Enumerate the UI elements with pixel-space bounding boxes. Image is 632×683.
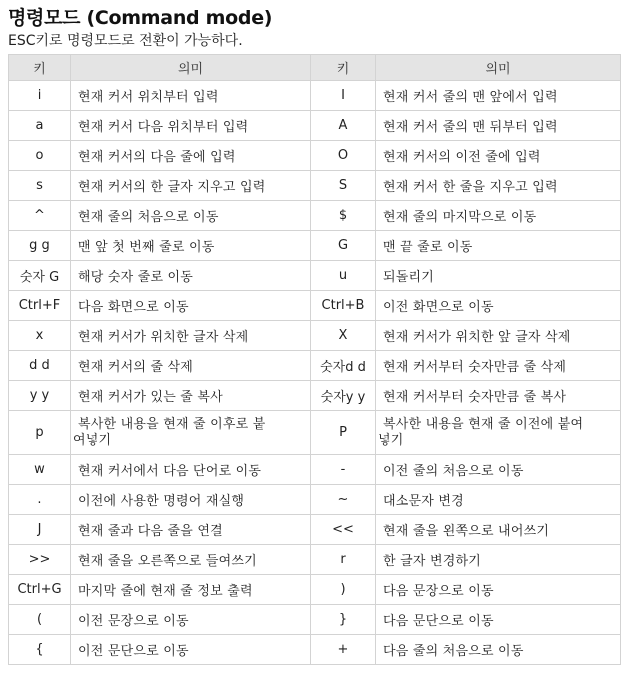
key-cell: >> — [9, 545, 71, 575]
meaning-cell: 다음 줄의 처음으로 이동 — [376, 635, 621, 665]
meaning-cell: 이전 화면으로 이동 — [376, 291, 621, 321]
table-row — [9, 351, 621, 381]
meaning-cell: 다음 문장으로 이동 — [376, 575, 621, 605]
table-row — [9, 321, 621, 351]
key-cell: u — [311, 261, 376, 291]
key-cell: } — [311, 605, 376, 635]
key-cell: Ctrl+F — [9, 291, 71, 321]
meaning-cell: 현재 줄을 오른쪽으로 들여쓰기 — [71, 545, 311, 575]
meaning-cell: 맨 앞 첫 번째 줄로 이동 — [71, 231, 311, 261]
key-cell: G — [311, 231, 376, 261]
page-title: 명령모드 (Command mode) — [8, 7, 273, 29]
key-cell: ( — [9, 605, 71, 635]
meaning-cell: 현재 커서가 위치한 글자 삭제 — [71, 321, 311, 351]
header-meaning-2: 의미 — [376, 55, 621, 81]
key-cell: J — [9, 515, 71, 545]
meaning-cell: 현재 커서 줄의 맨 앞에서 입력 — [376, 81, 621, 111]
key-cell: ) — [311, 575, 376, 605]
meaning-cell: 이전에 사용한 명령어 재실행 — [71, 485, 311, 515]
key-cell: 숫자 G — [9, 261, 71, 291]
meaning-line: 복사한 내용을 현재 줄 이후로 붙 — [78, 416, 266, 432]
meaning-cell: 한 글자 변경하기 — [376, 545, 621, 575]
meaning-cell — [71, 411, 311, 455]
meaning-cell: 현재 커서 위치부터 입력 — [71, 81, 311, 111]
meaning-cell: 현재 커서의 이전 줄에 입력 — [376, 141, 621, 171]
table-row — [9, 231, 621, 261]
meaning-cell: 현재 커서의 줄 삭제 — [71, 351, 311, 381]
table-row — [9, 545, 621, 575]
table-row — [9, 515, 621, 545]
meaning-cell: 현재 커서 줄의 맨 뒤부터 입력 — [376, 111, 621, 141]
table-row — [9, 201, 621, 231]
table-row — [9, 81, 621, 111]
header-meaning: 의미 — [71, 55, 311, 81]
table-row — [9, 605, 621, 635]
table-row — [9, 171, 621, 201]
meaning-cell: 이전 문장으로 이동 — [71, 605, 311, 635]
meaning-cell: 맨 끝 줄로 이동 — [376, 231, 621, 261]
table-row — [9, 575, 621, 605]
meaning-cell: 현재 줄을 왼쪽으로 내어쓰기 — [376, 515, 621, 545]
meaning-cell: 현재 줄의 마지막으로 이동 — [376, 201, 621, 231]
meaning-line: 넣기 — [378, 432, 404, 448]
meaning-cell: 현재 커서의 한 글자 지우고 입력 — [71, 171, 311, 201]
key-cell: { — [9, 635, 71, 665]
key-cell: $ — [311, 201, 376, 231]
meaning-cell: 현재 커서부터 숫자만큼 줄 삭제 — [376, 351, 621, 381]
table-row — [9, 261, 621, 291]
key-cell: << — [311, 515, 376, 545]
table-row — [9, 291, 621, 321]
table-row — [9, 635, 621, 665]
key-cell: p — [9, 411, 71, 455]
meaning-line: 복사한 내용을 현재 줄 이전에 붙여 — [383, 416, 584, 432]
key-cell: - — [311, 455, 376, 485]
meaning-cell: 현재 줄과 다음 줄을 연결 — [71, 515, 311, 545]
header-key: 키 — [9, 55, 71, 81]
meaning-line: 여넣기 — [73, 432, 112, 448]
meaning-cell: 현재 커서부터 숫자만큼 줄 복사 — [376, 381, 621, 411]
key-cell: r — [311, 545, 376, 575]
table-row — [9, 381, 621, 411]
meaning-cell: 현재 커서가 있는 줄 복사 — [71, 381, 311, 411]
key-cell: y y — [9, 381, 71, 411]
key-cell: d d — [9, 351, 71, 381]
key-cell: P — [311, 411, 376, 455]
key-cell: i — [9, 81, 71, 111]
meaning-cell: 대소문자 변경 — [376, 485, 621, 515]
table-row — [9, 411, 621, 455]
meaning-cell: 해당 숫자 줄로 이동 — [71, 261, 311, 291]
key-cell: + — [311, 635, 376, 665]
key-cell: o — [9, 141, 71, 171]
key-cell: x — [9, 321, 71, 351]
meaning-cell: 현재 커서가 위치한 앞 글자 삭제 — [376, 321, 621, 351]
table-row — [9, 455, 621, 485]
key-cell: O — [311, 141, 376, 171]
meaning-cell: 현재 커서의 다음 줄에 입력 — [71, 141, 311, 171]
key-cell: Ctrl+B — [311, 291, 376, 321]
key-cell: ~ — [311, 485, 376, 515]
meaning-cell: 되돌리기 — [376, 261, 621, 291]
meaning-cell — [376, 411, 621, 455]
key-cell: 숫자d d — [311, 351, 376, 381]
meaning-cell: 다음 화면으로 이동 — [71, 291, 311, 321]
table-row — [9, 485, 621, 515]
key-cell: 숫자y y — [311, 381, 376, 411]
key-cell: S — [311, 171, 376, 201]
key-cell: ^ — [9, 201, 71, 231]
table-row — [9, 111, 621, 141]
meaning-cell: 이전 줄의 처음으로 이동 — [376, 455, 621, 485]
meaning-cell: 현재 줄의 처음으로 이동 — [71, 201, 311, 231]
key-cell: . — [9, 485, 71, 515]
key-cell: I — [311, 81, 376, 111]
meaning-cell: 현재 커서에서 다음 단어로 이동 — [71, 455, 311, 485]
command-table — [8, 54, 621, 665]
key-cell: g g — [9, 231, 71, 261]
key-cell: w — [9, 455, 71, 485]
key-cell: a — [9, 111, 71, 141]
key-cell: A — [311, 111, 376, 141]
header-row — [9, 55, 621, 81]
meaning-cell: 이전 문단으로 이동 — [71, 635, 311, 665]
page-subtitle: ESC키로 명령모드로 전환이 가능하다. — [8, 33, 243, 49]
key-cell: s — [9, 171, 71, 201]
meaning-cell: 마지막 줄에 현재 줄 정보 출력 — [71, 575, 311, 605]
key-cell: Ctrl+G — [9, 575, 71, 605]
header-key-2: 키 — [311, 55, 376, 81]
table-row — [9, 141, 621, 171]
meaning-cell: 현재 커서 다음 위치부터 입력 — [71, 111, 311, 141]
key-cell: X — [311, 321, 376, 351]
meaning-cell: 다음 문단으로 이동 — [376, 605, 621, 635]
meaning-cell: 현재 커서 한 줄을 지우고 입력 — [376, 171, 621, 201]
